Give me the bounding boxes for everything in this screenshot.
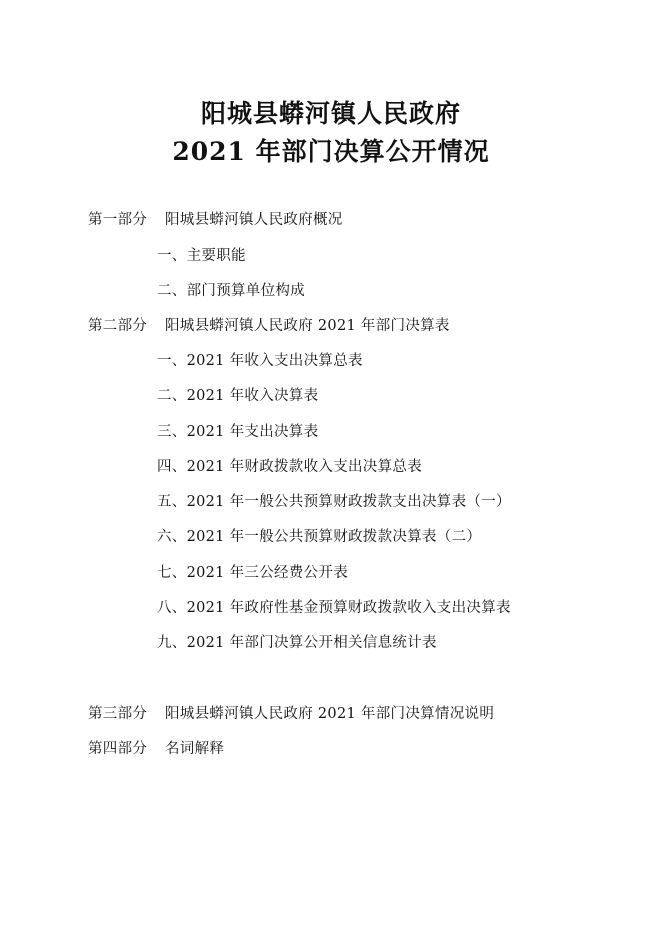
toc-part4 [88,739,224,759]
toc-part2-item: 八、2021 年政府性基金预算财政拨款收入支出决算表 [157,600,511,616]
toc-part1-item: 二、部门预算单位构成 [157,283,305,299]
document-title-line1: 阳城县蟒河镇人民政府 [200,99,461,128]
toc-part3-label: 第三部分 [88,706,148,722]
toc-part2-item: 七、2021 年三公经费公开表 [157,565,349,581]
toc-part3 [88,704,494,724]
toc-part4-text: 名词解释 [165,741,225,757]
toc-part2-item: 二、2021 年收入决算表 [157,388,319,404]
toc-part2-item: 一、2021 年收入支出决算总表 [157,353,363,369]
toc-part2 [88,316,450,336]
toc-part2-item: 五、2021 年一般公共预算财政拨款支出决算表（一） [157,494,511,510]
toc-part1-text: 阳城县蟒河镇人民政府概况 [165,212,343,228]
document-title-line2: 2021 年部门决算公开情况 [172,137,490,166]
toc-part3-text: 阳城县蟒河镇人民政府 2021 年部门决算情况说明 [165,706,495,722]
toc-part2-label: 第二部分 [88,318,148,334]
toc-part2-text: 阳城县蟒河镇人民政府 2021 年部门决算表 [165,318,450,334]
toc-part1-item: 一、主要职能 [157,248,246,264]
toc-part1-label: 第一部分 [88,212,148,228]
toc-part2-item: 九、2021 年部门决算公开相关信息统计表 [157,635,437,651]
toc-part2-item: 六、2021 年一般公共预算财政拨款决算表（二） [157,529,482,545]
toc-part2-item: 四、2021 年财政拨款收入支出决算总表 [157,459,423,475]
toc-part4-label: 第四部分 [88,741,148,757]
toc-part1 [88,210,343,230]
toc-part2-item: 三、2021 年支出决算表 [157,424,319,440]
